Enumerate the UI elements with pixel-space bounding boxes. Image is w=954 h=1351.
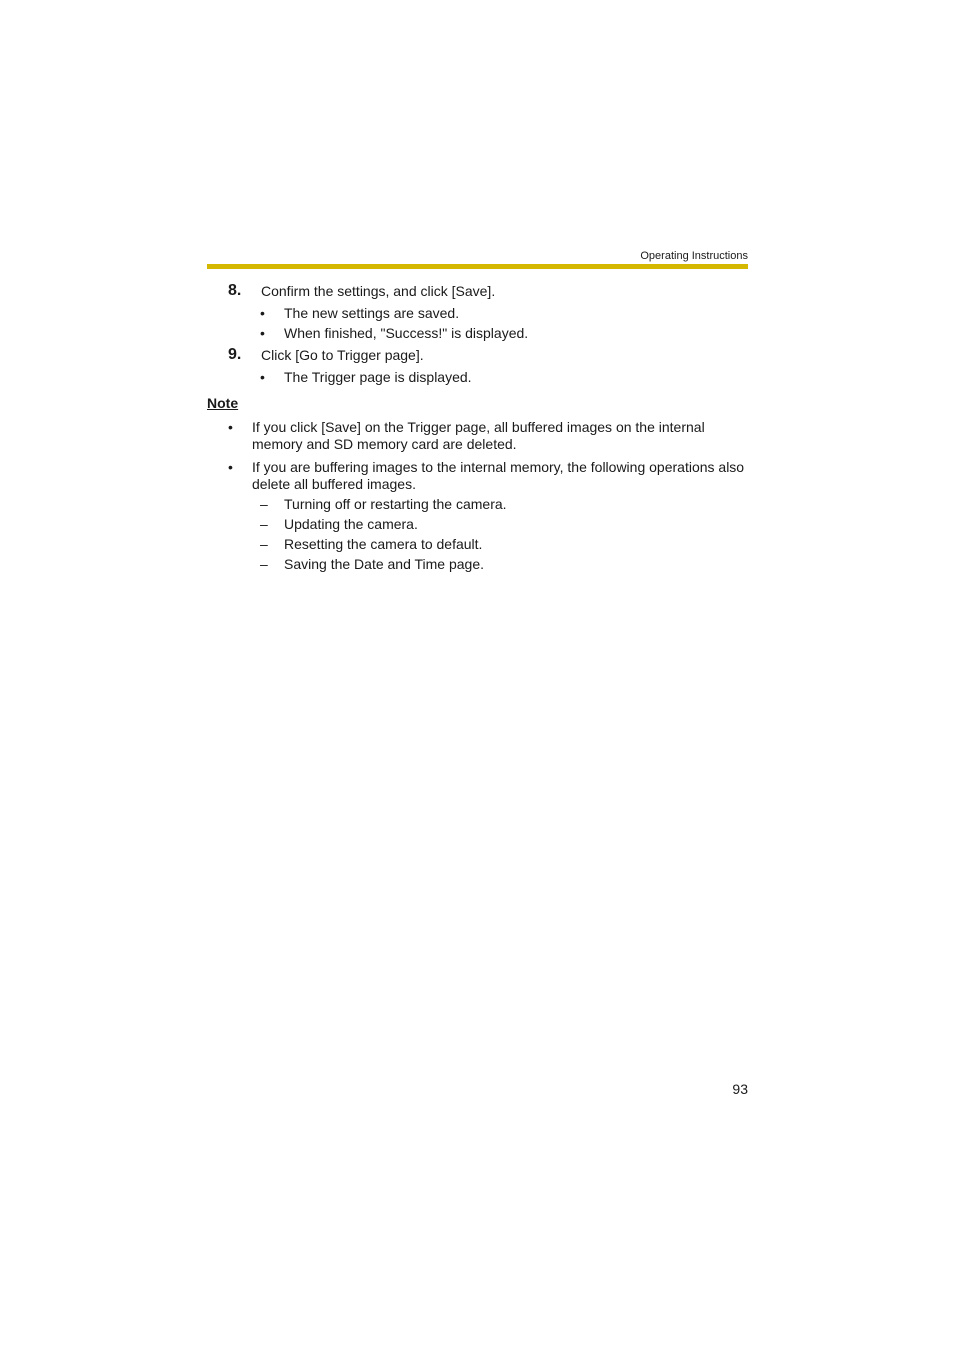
note-item-text: memory and SD memory card are deleted. bbox=[252, 436, 517, 452]
note-subitem-text: Saving the Date and Time page. bbox=[284, 556, 485, 572]
dash-icon: – bbox=[260, 496, 268, 512]
note-item-text: If you are buffering images to the internal memory, the following operations also bbox=[252, 459, 745, 475]
dash-icon: – bbox=[260, 556, 268, 572]
step-text: Click [Go to Trigger page]. bbox=[261, 347, 424, 363]
step-text: Confirm the settings, and click [Save]. bbox=[261, 283, 496, 299]
bullet-icon: • bbox=[228, 419, 233, 435]
page-number: 93 bbox=[732, 1081, 748, 1097]
step-bullet-text: The Trigger page is displayed. bbox=[284, 369, 472, 385]
dash-icon: – bbox=[260, 516, 268, 532]
note-subitem-text: Updating the camera. bbox=[284, 516, 418, 532]
note-subitem-text: Resetting the camera to default. bbox=[284, 536, 483, 552]
step-number: 9. bbox=[228, 346, 242, 363]
bullet-icon: • bbox=[260, 305, 265, 321]
header-rule bbox=[207, 264, 748, 269]
running-header: Operating Instructions bbox=[640, 250, 748, 262]
note-heading: Note bbox=[207, 395, 239, 411]
step-bullet-text: When finished, "Success!" is displayed. bbox=[284, 325, 529, 341]
note-subitem-text: Turning off or restarting the camera. bbox=[284, 496, 507, 512]
note-item-text: delete all buffered images. bbox=[252, 476, 416, 492]
step-bullet-text: The new settings are saved. bbox=[284, 305, 460, 321]
note-item-text: If you click [Save] on the Trigger page, all buffered images on the internal bbox=[252, 419, 705, 435]
dash-icon: – bbox=[260, 536, 268, 552]
bullet-icon: • bbox=[260, 369, 265, 385]
bullet-icon: • bbox=[228, 459, 233, 475]
step-number: 8. bbox=[228, 282, 242, 299]
bullet-icon: • bbox=[260, 325, 265, 341]
